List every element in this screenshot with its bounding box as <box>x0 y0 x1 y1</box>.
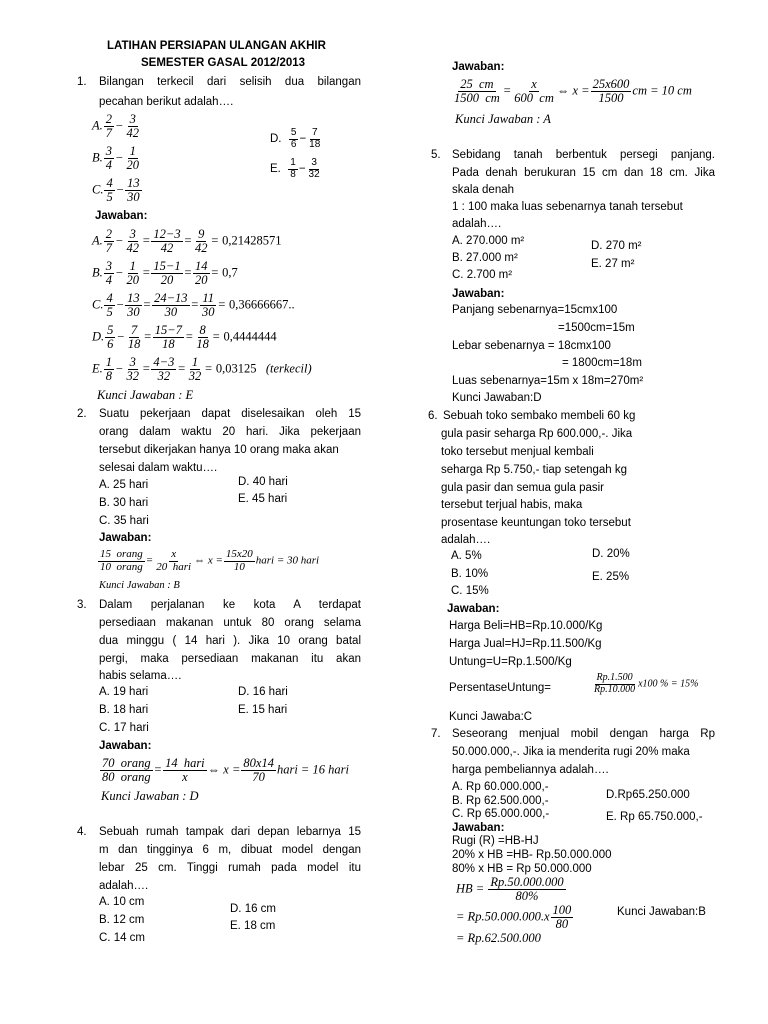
q2-option-d: D. 40 hari <box>238 476 288 488</box>
page-title-line1: LATIHAN PERSIAPAN ULANGAN AKHIR <box>107 40 326 52</box>
q5-number: 5. <box>431 149 441 161</box>
q2-text-3: tersebut dikerjakan hanya 10 orang maka akan <box>99 444 339 456</box>
q5-option-e: E. 27 m² <box>591 258 635 270</box>
q5-work-1: Panjang sebenarnya=15cmx100 <box>452 304 618 316</box>
q5-text-2: Pada denah berukuran 15 cm dan 18 cm. Jika <box>452 167 715 179</box>
q6-option-d: D. 20% <box>592 548 630 560</box>
q1-answer-a: A. $\frac{2}{7}$ − $\frac{3}{42}$ = $\frac{12-3}{42}$ = $\frac{9}{42}$ = 0,21428571 <box>92 227 282 256</box>
q4-jawaban-label: Jawaban: <box>452 61 505 73</box>
q3-option-d: D. 16 hari <box>238 686 288 698</box>
q4-option-a: A. 10 cm <box>99 896 145 908</box>
q5-jawaban-label: Jawaban: <box>452 288 505 300</box>
q2-option-c: C. 35 hari <box>99 515 149 527</box>
q5-work-3: Lebar sebenarnya = 18cmx100 <box>452 340 611 352</box>
q3-number: 3. <box>77 599 87 611</box>
q3-text-4: pergi, maka persediaan makanan itu akan <box>99 653 361 665</box>
q5-text-4: 1 : 100 maka luas sebenarnya tanah tersebut <box>452 201 683 213</box>
q6-kunci: Kunci Jawaba:C <box>449 711 533 723</box>
q5-text-5: adalah…. <box>452 218 502 230</box>
q5-work-2: =1500cm=15m <box>558 322 635 334</box>
q3-option-b: B. 18 hari <box>99 704 149 716</box>
q6-text-6: tersebut terjual habis, maka <box>441 499 583 511</box>
q3-text-3: dua minggu ( 14 hari ). Jika 10 orang batal <box>99 635 361 647</box>
q3-kunci: Kunci Jawaban : D <box>101 789 199 803</box>
q6-option-b: B. 10% <box>451 568 489 580</box>
q6-text-4: seharga Rp 5.750,- tiap setengah kg <box>441 464 628 476</box>
q3-text-1: Dalam perjalanan ke kota A terdapat <box>99 599 361 611</box>
q2-option-b: B. 30 hari <box>99 497 149 509</box>
q2-jawaban-label: Jawaban: <box>99 532 152 544</box>
q6-text-2: gula pasir seharga Rp 600.000,-. Jika <box>441 428 633 440</box>
q1-option-c: C. $\frac{4}{5}$ − $\frac{13}{30}$ <box>92 176 140 205</box>
q4-option-b: B. 12 cm <box>99 914 145 926</box>
q2-option-e: E. 45 hari <box>238 493 288 505</box>
q6-option-a: A. 5% <box>451 550 482 562</box>
q5-text-1: Sebidang tanah berbentuk persegi panjang. <box>452 149 715 161</box>
q6-work-3: Untung=U=Rp.1.500/Kg <box>449 656 572 668</box>
q4-text-3: lebar 25 cm. Tinggi rumah pada model itu <box>99 862 361 874</box>
q4-option-e: E. 18 cm <box>230 920 276 932</box>
q3-text-5: habis selama…. <box>99 670 182 682</box>
q1-number: 1. <box>77 76 87 88</box>
q4-option-d: D. 16 cm <box>230 903 277 915</box>
q5-text-3: skala denah <box>452 184 515 196</box>
q7-option-b: B. Rp 62.500.000,- <box>452 795 549 807</box>
q7-line-3: = Rp.62.500.000 <box>456 931 541 945</box>
q4-kunci: Kunci Jawaban : A <box>455 112 551 126</box>
q7-option-e: E. Rp 65.750.000,- <box>606 811 703 823</box>
q3-option-c: C. 17 hari <box>99 722 149 734</box>
q7-kunci: Kunci Jawaban:B <box>617 906 706 918</box>
q6-persen-formula: $\frac{Rp.1.500}{Rp.10.000}$ x100 % = 15% <box>594 672 699 695</box>
q1-jawaban-label: Jawaban: <box>95 210 148 222</box>
q7-option-c: C. Rp 65.000.000,- <box>452 808 550 820</box>
q6-number: 6. <box>428 410 438 422</box>
q5-work-4: = 1800cm=18m <box>562 357 642 369</box>
q7-jawaban-label: Jawaban: <box>452 822 505 834</box>
q1-option-a: A. $\frac{2}{7}$ − $\frac{3}{42}$ <box>92 112 139 141</box>
q2-number: 2. <box>77 408 87 420</box>
q7-text-1: Seseorang menjual mobil dengan harga Rp <box>452 728 715 740</box>
q3-option-a: A. 19 hari <box>99 686 149 698</box>
q2-text-4: selesai dalam waktu…. <box>99 462 218 474</box>
q1-option-e: E. $\frac{1}{8}$ − $\frac{3}{32}$ <box>270 157 320 180</box>
q7-hb-formula: HB = $\frac{Rp.50.000.000}{80\%}$ <box>456 875 564 904</box>
q7-text-3: harga pembeliannya adalah…. <box>452 764 609 776</box>
q6-work-2: Harga Jual=HJ=Rp.11.500/Kg <box>449 638 602 650</box>
q6-persen-label: PersentaseUntung= <box>449 682 551 694</box>
q7-text-2: 50.000.000,-. Jika ia menderita rugi 20% maka <box>452 746 690 758</box>
q4-answer: $\frac{25 cm}{1500 cm}$ = $\frac{x}{600 cm}$ ⇔ x = $\frac{25x600}{1500}$ cm = 10 cm <box>454 77 692 106</box>
q7-line-2: = Rp.50.000.000.x $\frac{100}{80}$ <box>456 903 572 932</box>
q2-text-1: Suatu pekerjaan dapat diselesaikan oleh 15 <box>99 408 361 420</box>
q7-number: 7. <box>431 728 441 740</box>
q2-option-a: A. 25 hari <box>99 479 149 491</box>
q5-option-a: A. 270.000 m² <box>452 235 525 247</box>
q7-work-3: 80% x HB = Rp 50.000.000 <box>452 863 592 875</box>
q1-answer-d: D. $\frac{5}{6}$ − $\frac{7}{18}$ = $\frac{15-7}{18}$ = $\frac{8}{18}$ = 0,4444444 <box>92 323 277 352</box>
q3-jawaban-label: Jawaban: <box>99 740 152 752</box>
q1-answer-c: C. $\frac{4}{5}$ − $\frac{13}{30}$ = $\frac{24-13}{30}$ = $\frac{11}{30}$ = 0,36666667.. <box>92 291 295 320</box>
q7-option-d: D.Rp65.250.000 <box>606 789 690 801</box>
q5-option-c: C. 2.700 m² <box>452 269 513 281</box>
q7-work-2: 20% x HB =HB- Rp.50.000.000 <box>452 849 612 861</box>
q6-work-1: Harga Beli=HB=Rp.10.000/Kg <box>449 620 603 632</box>
q5-work-5: Luas sebenarnya=15m x 18m=270m² <box>452 375 644 387</box>
q4-text-4: adalah…. <box>99 880 149 892</box>
q6-text-5: gula pasir dan semua gula pasir <box>441 482 605 494</box>
q6-text-3: toko tersebut menjual kembali <box>441 446 594 458</box>
q5-option-d: D. 270 m² <box>591 240 642 252</box>
q1-answer-e: E. $\frac{1}{8}$ − $\frac{3}{32}$ = $\frac{4-3}{32}$ = $\frac{1}{32}$ = 0,03125 (terkecil) <box>92 355 312 384</box>
q6-option-c: C. 15% <box>451 585 489 597</box>
page-title-line2: SEMESTER GASAL 2012/2013 <box>141 57 306 69</box>
q6-text-1: Sebuah toko sembako membeli 60 kg <box>443 410 636 422</box>
q6-option-e: E. 25% <box>592 571 630 583</box>
q3-option-e: E. 15 hari <box>238 704 288 716</box>
q4-text-2: m dan tingginya 6 m, dibuat model dengan <box>99 844 361 856</box>
q4-text-1: Sebuah rumah tampak dari depan lebarnya 15 <box>99 826 361 838</box>
q1-option-b: B. $\frac{3}{4}$ − $\frac{1}{20}$ <box>92 144 139 173</box>
q3-answer: $\frac{\text{70 orang}}{\text{80 orang}}$ = $\frac{\text{14 hari}}{x}$ ⇔ x = $\frac{80x14}{70}$ hari = 16 hari <box>102 756 349 785</box>
q1-answer-b: B. $\frac{3}{4}$ − $\frac{1}{20}$ = $\frac{15-1}{20}$ = $\frac{14}{20}$ = 0,7 <box>92 259 238 288</box>
q1-text-2: pecahan berikut adalah…. <box>99 96 234 108</box>
q5-kunci: Kunci Jawaban:D <box>452 392 542 404</box>
q2-text-2: orang dalam waktu 20 hari. Jika pekerjaan <box>99 426 361 438</box>
q6-text-7: prosentase keuntungan toko tersebut <box>441 517 631 529</box>
q6-jawaban-label: Jawaban: <box>447 603 500 615</box>
q5-option-b: B. 27.000 m² <box>452 252 518 264</box>
q6-text-8: adalah…. <box>441 534 491 546</box>
q7-work-1: Rugi (R) =HB-HJ <box>452 835 539 847</box>
q4-option-c: C. 14 cm <box>99 932 146 944</box>
q2-answer: $\frac{\text{15 orang}}{\text{10 orang}}$ = $\frac{x}{\text{20 hari}}$ ⇔ x = $\frac{15x20}{10}$ hari = 30 hari <box>100 548 320 573</box>
q7-option-a: A. Rp 60.000.000,- <box>452 781 549 793</box>
q3-text-2: persediaan makanan untuk 80 orang selama <box>99 617 361 629</box>
q4-number: 4. <box>77 826 87 838</box>
q1-text-1: Bilangan terkecil dari selisih dua bilangan <box>99 76 361 88</box>
q1-option-d: D. $\frac{5}{6}$ − $\frac{7}{18}$ <box>270 127 321 150</box>
q2-kunci: Kunci Jawaban : B <box>99 580 180 591</box>
q1-kunci: Kunci Jawaban : E <box>97 388 194 402</box>
